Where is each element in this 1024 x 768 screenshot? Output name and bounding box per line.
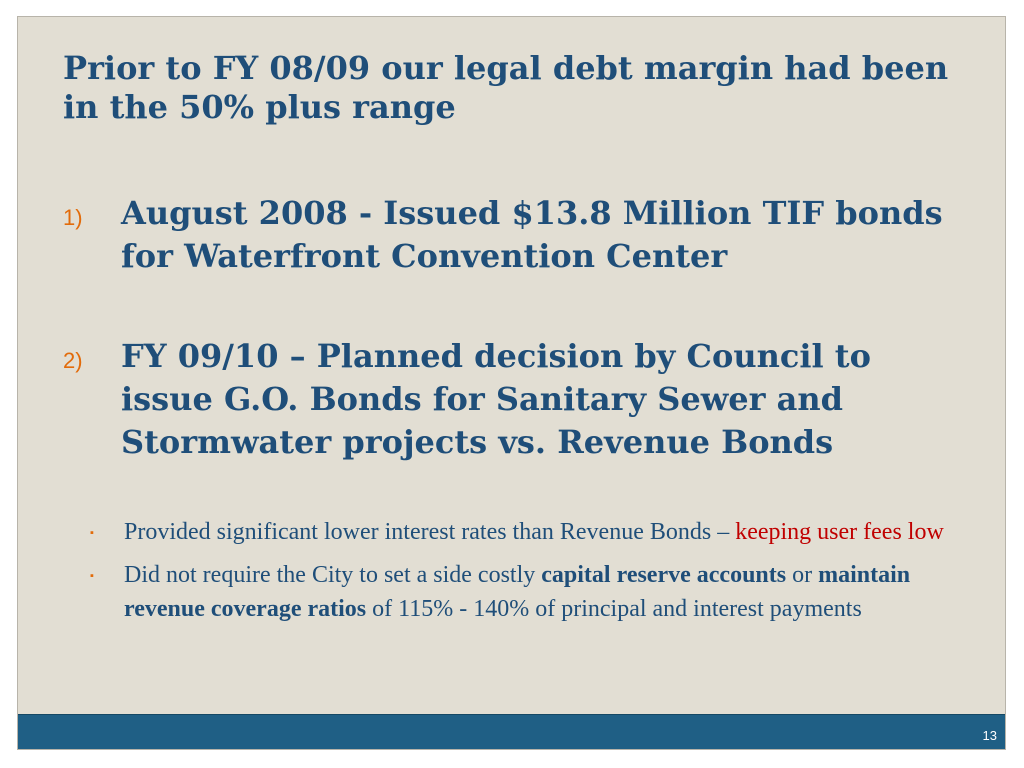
item-text: FY 09/10 – Planned decision by Council to issue G.O. Bonds for Sanitary Sewer and Stormwater projects vs. Revenue Bonds <box>121 337 871 461</box>
bullet-text-plain: of 115% - 140% of principal and interest payments <box>366 596 862 622</box>
footer-bar <box>18 714 1005 749</box>
sub-bullet-1 <box>90 515 970 550</box>
page-number: 13 <box>982 728 997 743</box>
slide-title: Prior to FY 08/09 our legal debt margin had been in the 50% plus range <box>63 49 949 126</box>
item-text: August 2008 - Issued $13.8 Million TIF bonds for Waterfront Convention Center <box>121 194 943 275</box>
bullet-text-bold: capital reserve accounts <box>541 562 787 588</box>
item-number: 1) <box>63 205 83 230</box>
bullet-text-highlight: keeping user fees low <box>735 519 944 545</box>
sub-bullet-2 <box>90 558 970 626</box>
sub-bullet-list <box>90 515 970 634</box>
item-number: 2) <box>63 348 83 373</box>
bullet-text-plain: Provided significant lower interest rates than Revenue Bonds – <box>124 519 736 545</box>
square-bullet-icon: ▪ <box>90 527 94 539</box>
bullet-text-plain: or <box>786 562 819 588</box>
bullet-text-plain: Did not require the City to set a side costly <box>124 562 542 588</box>
bullet-text-bold: maintain revenue coverage ratios <box>124 562 911 622</box>
numbered-item-2 <box>63 335 963 464</box>
bullet-text <box>124 515 970 550</box>
slide <box>17 16 1006 750</box>
numbered-item-1 <box>63 192 963 278</box>
bullet-text <box>124 558 970 626</box>
square-bullet-icon: ▪ <box>90 570 94 582</box>
